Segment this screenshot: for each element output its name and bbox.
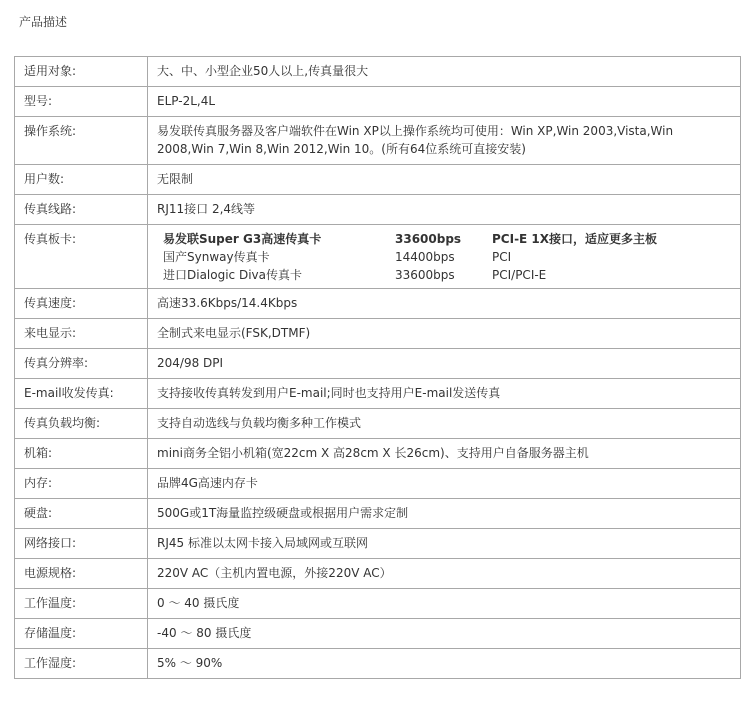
table-row xyxy=(15,379,741,409)
spec-value: RJ11接口 2,4线等 xyxy=(148,195,741,225)
spec-key: 操作系统: xyxy=(15,117,148,165)
spec-key: 工作湿度: xyxy=(15,649,148,679)
spec-key: 网络接口: xyxy=(15,529,148,559)
spec-value: ELP-2L,4L xyxy=(148,87,741,117)
spec-key: 传真线路: xyxy=(15,195,148,225)
table-row xyxy=(15,619,741,649)
spec-value: 高速33.6Kbps/14.4Kbps xyxy=(148,289,741,319)
spec-key: 型号: xyxy=(15,87,148,117)
spec-table xyxy=(14,56,741,679)
spec-key: 机箱: xyxy=(15,439,148,469)
table-row xyxy=(15,409,741,439)
spec-value: 大、中、小型企业50人以上,传真量很大 xyxy=(148,57,741,87)
table-row xyxy=(15,319,741,349)
table-row xyxy=(15,87,741,117)
fax-card-bus: PCI xyxy=(492,250,512,264)
spec-key: 内存: xyxy=(15,469,148,499)
spec-key: 工作温度: xyxy=(15,589,148,619)
spec-key: E-mail收发传真: xyxy=(15,379,148,409)
table-row xyxy=(15,529,741,559)
fax-card-row xyxy=(157,248,657,266)
fax-cards-table xyxy=(157,230,657,284)
spec-value: 500G或1T海量监控级硬盘或根据用户需求定制 xyxy=(148,499,741,529)
fax-card-name: 进口Dialogic Diva传真卡 xyxy=(163,268,302,282)
table-row xyxy=(15,165,741,195)
table-row xyxy=(15,289,741,319)
table-row xyxy=(15,349,741,379)
spec-value: 204/98 DPI xyxy=(148,349,741,379)
table-row xyxy=(15,439,741,469)
spec-key: 电源规格: xyxy=(15,559,148,589)
spec-value: RJ45 标准以太网卡接入局域网或互联网 xyxy=(148,529,741,559)
fax-card-row xyxy=(157,230,657,248)
spec-value: 支持自动选线与负载均衡多种工作模式 xyxy=(148,409,741,439)
fax-card-row xyxy=(157,266,657,284)
table-row xyxy=(15,225,741,289)
spec-key: 传真分辨率: xyxy=(15,349,148,379)
fax-card-speed: 33600bps xyxy=(395,268,455,282)
fax-cards-cell xyxy=(148,225,741,289)
spec-value: 易发联传真服务器及客户端软件在Win XP以上操作系统均可使用：Win XP,Win 2003,Vista,Win 2008,Win 7,Win 8,Win 2012,Win 10。(所有64位系统可直接安装) xyxy=(148,117,741,165)
spec-key: 存储温度: xyxy=(15,619,148,649)
fax-card-bus: PCI/PCI-E xyxy=(492,268,547,282)
table-row xyxy=(15,649,741,679)
spec-value: 品牌4G高速内存卡 xyxy=(148,469,741,499)
spec-key: 传真板卡: xyxy=(15,225,148,289)
table-row xyxy=(15,195,741,225)
page-title: 产品描述 xyxy=(19,15,68,29)
spec-key: 来电显示: xyxy=(15,319,148,349)
fax-card-name: 国产Synway传真卡 xyxy=(163,250,270,264)
spec-value: 5% ～ 90% xyxy=(148,649,741,679)
spec-key: 用户数: xyxy=(15,165,148,195)
table-row xyxy=(15,469,741,499)
spec-key: 传真负载均衡: xyxy=(15,409,148,439)
spec-value: 支持接收传真转发到用户E-mail;同时也支持用户E-mail发送传真 xyxy=(148,379,741,409)
spec-value: 无限制 xyxy=(148,165,741,195)
table-row xyxy=(15,559,741,589)
spec-key: 硬盘: xyxy=(15,499,148,529)
spec-value: -40 ～ 80 摄氏度 xyxy=(148,619,741,649)
spec-value: 0 ～ 40 摄氏度 xyxy=(148,589,741,619)
spec-key: 传真速度: xyxy=(15,289,148,319)
table-row xyxy=(15,589,741,619)
table-row xyxy=(15,57,741,87)
spec-key: 适用对象: xyxy=(15,57,148,87)
fax-card-speed: 33600bps xyxy=(395,232,462,246)
fax-card-bus: PCI-E 1X接口，适应更多主板 xyxy=(492,232,658,246)
fax-card-speed: 14400bps xyxy=(395,250,455,264)
table-row xyxy=(15,117,741,165)
spec-value: 全制式来电显示(FSK,DTMF) xyxy=(148,319,741,349)
table-row xyxy=(15,499,741,529)
fax-card-name: 易发联Super G3高速传真卡 xyxy=(163,232,322,246)
spec-value: 220V AC（主机内置电源，外接220V AC） xyxy=(148,559,741,589)
spec-value: mini商务全铝小机箱(宽22cm X 高28cm X 长26cm)、支持用户自备服务器主机 xyxy=(148,439,741,469)
